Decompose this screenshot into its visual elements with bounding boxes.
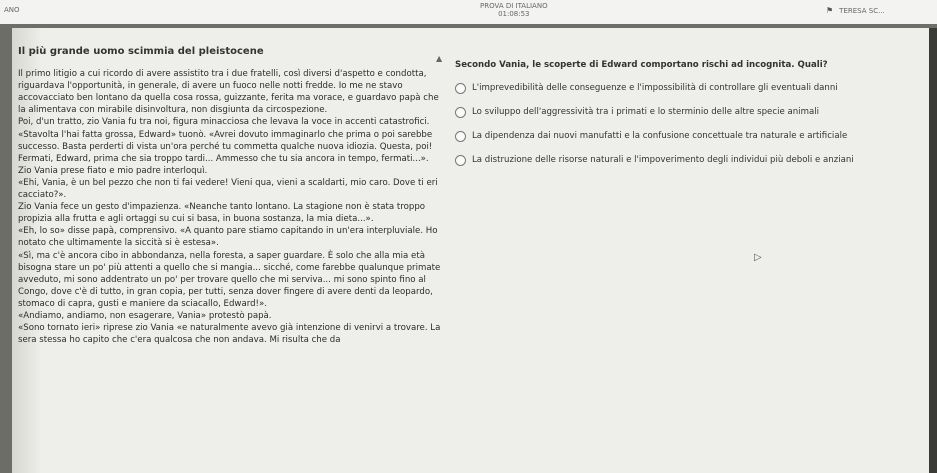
paragraph: «Sì, ma c'è ancora cibo in abbondanza, nella foresta, a saper guardare. È solo che alla mia età bisogna stare un po' più attenti a quello che si mangia... sicché, come farebbe qualunque primate avveduto, mi sono addentrato un po' per trovare quello che mi serviva... mi sono spinto fino al Congo, dove c'è di tutto, in gran copia, per tutti, senza dover fingere di avere denti da leopardo, stomaco di capra, gusti e maniere da sciacallo, Edward!». xyxy=(18,250,441,309)
mouse-cursor-icon: ▷ xyxy=(754,252,762,263)
option-text: La dipendenza dai nuovi manufatti e la confusione concettuale tra naturale e artificiale xyxy=(472,131,848,141)
scroll-up-icon[interactable]: ▲ xyxy=(436,54,443,63)
question-title: Secondo Vania, le scoperte di Edward comportano rischi ad incognita. Quali? xyxy=(455,60,828,70)
answer-options xyxy=(455,82,915,178)
user-icon: ⚑ xyxy=(826,6,834,15)
radio-button[interactable] xyxy=(455,107,466,118)
paragraph: «Andiamo, andiamo, non esagerare, Vania» protestò papà. xyxy=(18,310,272,321)
paragraph: Zio Vania fece un gesto d'impazienza. «Neanche tanto lontano. La stagione non è stata troppo propizia alla frutta e agli ortaggi su cui si basa, in buona sostanza, la mia dieta...». xyxy=(18,202,426,225)
option-text: Lo sviluppo dell'aggressività tra i primati e lo sterminio delle altre specie animali xyxy=(472,107,819,117)
radio-button[interactable] xyxy=(455,131,466,142)
answer-option-1[interactable] xyxy=(455,82,915,94)
option-text: L'imprevedibilità delle conseguenze e l'impossibilità di controllare gli eventuali danni xyxy=(472,83,838,93)
radio-button[interactable] xyxy=(455,83,466,94)
reading-passage xyxy=(18,46,448,346)
paragraph: Zio Vania prese fiato e mio padre interloquì. xyxy=(18,165,208,176)
paragraph: «Eh, lo so» disse papà, comprensivo. «A quanto pare stiamo capitando in un'era interpluviale. Ho notato che ultimamente la siccità si è estesa». xyxy=(18,226,438,249)
right-edge xyxy=(929,28,937,473)
top-bar xyxy=(0,0,937,24)
header-left-label: ANO xyxy=(4,6,20,14)
answer-option-3[interactable] xyxy=(455,130,915,142)
answer-option-4[interactable] xyxy=(455,154,915,166)
paragraph: «Ehi, Vania, è un bel pezzo che non ti fai vedere! Vieni qua, vieni a scaldarti, mio caro. Dove ti eri cacciato?». xyxy=(18,177,438,201)
timer: 01:08:53 xyxy=(498,10,530,18)
paragraph: Il primo litigio a cui ricordo di avere assistito tra i due fratelli, così diversi d'aspetto e condotta, riguardava l'opportunità, in generale, di avere un fuoco nelle notti fredde. Io me ne stavo accovacciato ben lontano da quella cosa rossa, guizzante, ferita ma vorace, e guardavo papà che la alimentava con mirabile disinvoltura, non disgiunta da circospezione. xyxy=(18,69,439,116)
user-name: TERESA SC... xyxy=(839,6,885,15)
paragraph: «Stavolta l'hai fatta grossa, Edward» tuonò. «Avrei dovuto immaginarlo che prima o poi sarebbe successo. Basta perderti di vista un'ora perché tu commetta qualche nuova idiozia. Questa, poi! Fermati, Edward, prima che sia troppo tardi... Ammesso che tu sia ancora in tempo, fermati...». xyxy=(18,129,433,164)
option-text: La distruzione delle risorse naturali e l'impoverimento degli individui più deboli e anziani xyxy=(472,155,854,165)
paragraph: «Sono tornato ieri» riprese zio Vania «e naturalmente avevo già intenzione di venirvi a trovare. La sera stessa ho capito che c'era qualcosa che non andava. Mi risulta che da xyxy=(18,323,441,346)
left-margin xyxy=(0,28,12,473)
exam-title: PROVA DI ITALIANO xyxy=(480,2,548,10)
radio-button[interactable] xyxy=(455,155,466,166)
header-right[interactable] xyxy=(826,6,885,15)
passage-title: Il più grande uomo scimmia del pleistocene xyxy=(18,46,264,57)
paragraph: Poi, d'un tratto, zio Vania fu tra noi, figura minacciosa che levava la voce in accenti catastrofici. xyxy=(18,117,430,128)
header-center xyxy=(480,2,548,18)
answer-option-2[interactable] xyxy=(455,106,915,118)
